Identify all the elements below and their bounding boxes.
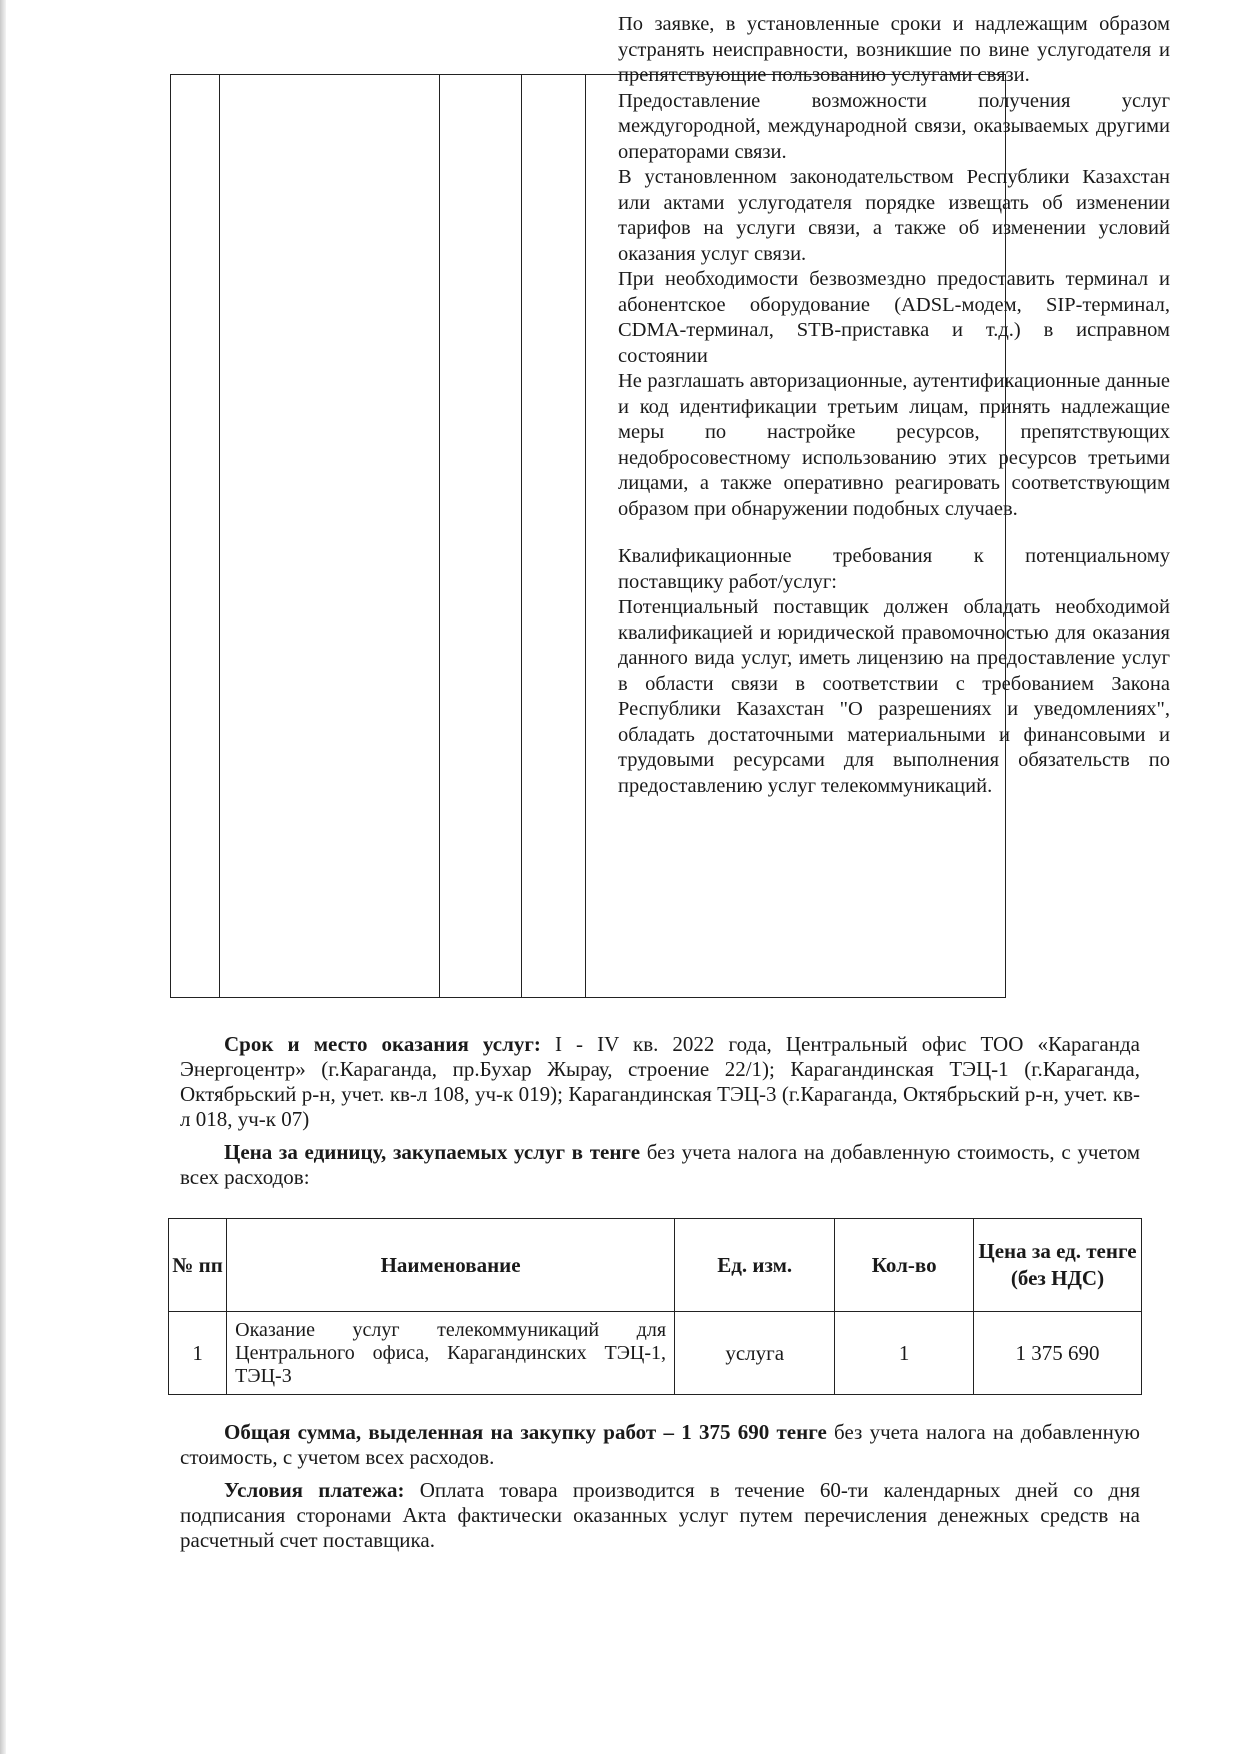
- term-place-text: I - IV кв. 2022 года, Центральный офис ТОО «Караганда Энергоцентр» (г.Караганда, пр.Бухар Жырау, строение 22/1); Карагандинская ТЭЦ-1 (г.Караганда, Октябрьский р-н, учет. кв-л 108, уч-к 019); Карагандинская ТЭЦ-3 (г.Караганда, Октябрьский р-н, учет. кв-л 018, уч-к 07): [180, 1032, 1140, 1131]
- requirement-paragraph: В установленном законодательством Республики Казахстан или актами услугодателя порядке извещать об изменении тарифов на услуги связи, а также об изменении условий оказания услуг связи.: [618, 166, 1170, 265]
- col-header-number: № пп: [169, 1219, 227, 1312]
- term-place-paragraph: [180, 1032, 1140, 1132]
- requirement-paragraph: Не разглашать авторизационные, аутентификационные данные и код идентификации третьим лицам, принять надлежащие меры по настройке ресурсов, препятствующих недобросовестному использованию этих ресурсов третьими лицами, а также оперативно реагировать соответствующим образом при обнаружении подобных случаев.: [618, 370, 1170, 520]
- col-header-unit: Ед. изм.: [675, 1219, 835, 1312]
- row-unit: услуга: [675, 1312, 835, 1395]
- table-row: [169, 1312, 1142, 1395]
- payment-text: Оплата товара производится в течение 60-ти календарных дней со дня подписания сторонами Акта фактически оказанных услуг путем перечисления денежных средств на расчетный счет поставщика.: [180, 1478, 1140, 1552]
- unit-price-text: без учета налога на добавленную стоимость, с учетом всех расходов:: [180, 1140, 1140, 1189]
- term-place-label: Срок и место оказания услуг:: [224, 1032, 541, 1056]
- requirement-paragraph: По заявке, в установленные сроки и надлежащим образом устранять неисправности, возникшие по вине услугодателя и препятствующие пользованию услугами связи.: [618, 13, 1170, 86]
- unit-price-label: Цена за единицу, закупаемых услуг в тенге: [224, 1140, 641, 1164]
- price-table: [168, 1218, 1142, 1395]
- column-divider: [585, 75, 586, 997]
- price-table-header-row: [169, 1219, 1142, 1312]
- requirement-paragraph: При необходимости безвозмездно предоставить терминал и абонентское оборудование (ADSL-модем, SIP-терминал, CDMA-терминал, STB-приставка и т.д.) в исправном состоянии: [618, 268, 1170, 367]
- row-price: 1 375 690: [973, 1312, 1141, 1395]
- payment-paragraph: [180, 1478, 1140, 1553]
- unit-price-paragraph: [180, 1140, 1140, 1190]
- col-header-price: Цена за ед. тенге (без НДС): [973, 1219, 1141, 1312]
- requirements-cell: [618, 12, 1170, 799]
- row-name: Оказание услуг телекоммуникаций для Центрального офиса, Карагандинских ТЭЦ-1, ТЭЦ-3: [227, 1312, 675, 1395]
- qualification-heading: Квалификационные требования к потенциальному поставщику работ/услуг:: [618, 545, 1170, 593]
- column-divider: [521, 75, 522, 997]
- payment-label: Условия платежа:: [224, 1478, 405, 1502]
- total-paragraph: [180, 1420, 1140, 1470]
- row-number: 1: [169, 1312, 227, 1395]
- requirement-paragraph: Предоставление возможности получения услуг междугородной, международной связи, оказываемых другими операторами связи.: [618, 89, 1170, 163]
- total-label: Общая сумма, выделенная на закупку работ – 1 375 690 тенге: [224, 1420, 827, 1444]
- column-divider: [219, 75, 220, 997]
- row-quantity: 1: [835, 1312, 974, 1395]
- col-header-name: Наименование: [227, 1219, 675, 1312]
- col-header-quantity: Кол-во: [835, 1219, 974, 1312]
- column-divider: [439, 75, 440, 997]
- qualification-paragraph: Потенциальный поставщик должен обладать необходимой квалификацией и юридической правомочностью для оказания данного вида услуг, иметь лицензию на предоставление услуг в области связи в соответствии с требованием Закона Республики Казахстан "О разрешениях и уведомлениях", обладать достаточными материальными и финансовыми и трудовыми ресурсами для выполнения обязательств по предоставлению услуг телекоммуникаций.: [618, 596, 1170, 797]
- total-text: без учета налога на добавленную стоимость, с учетом всех расходов.: [180, 1420, 1140, 1469]
